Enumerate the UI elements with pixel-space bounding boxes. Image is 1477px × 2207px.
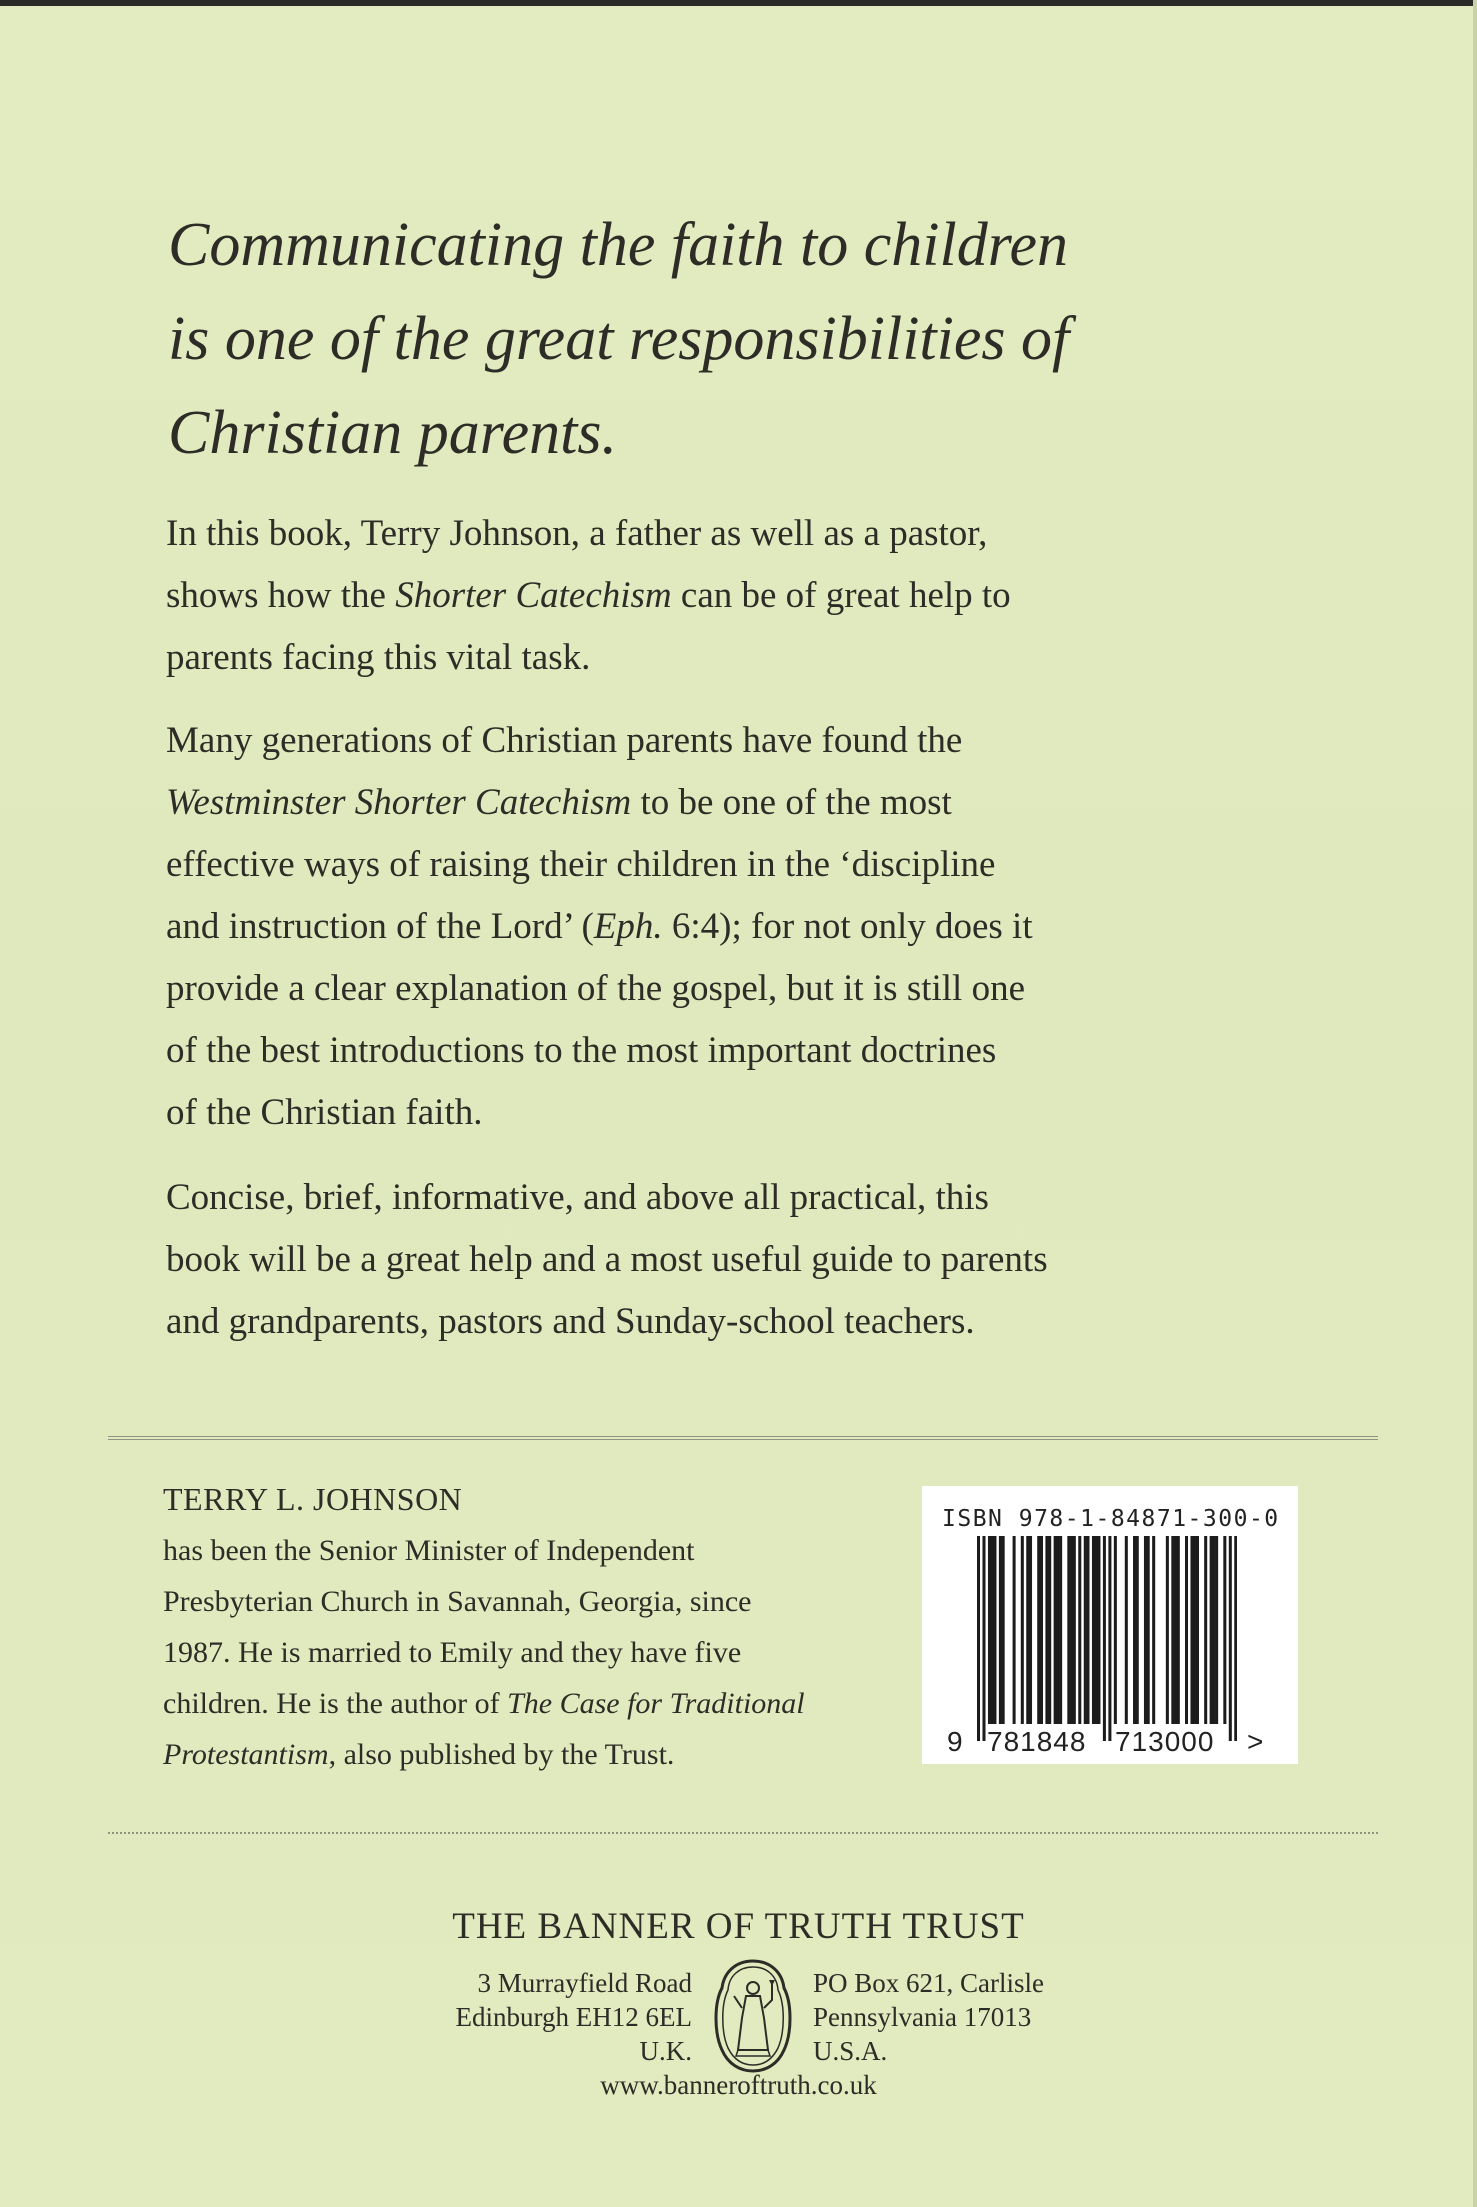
barcode-bar <box>1215 1536 1218 1724</box>
barcode-bar <box>1147 1536 1150 1724</box>
text-span: can be of great help to <box>671 575 1011 616</box>
bio-line <box>163 1729 883 1780</box>
book-title-italic: Shorter Catechism <box>395 575 672 616</box>
bio-line: has been the Senior Minister of Independent <box>163 1534 695 1567</box>
barcode-bar <box>1136 1536 1139 1724</box>
us-address <box>813 1966 1113 2068</box>
barcode-bar <box>1190 1536 1193 1724</box>
author-bio <box>163 1474 883 1780</box>
paragraph-line <box>166 896 1166 958</box>
publisher-website: www.banneroftruth.co.uk <box>600 2070 877 2100</box>
barcode-bar <box>1040 1536 1043 1724</box>
paragraph-line: of the Christian faith. <box>166 1092 483 1133</box>
address-line: PO Box 621, Carlisle <box>813 1968 1045 1998</box>
barcode-digit-first: 9 <box>947 1726 963 1757</box>
barcode-bar <box>977 1536 980 1741</box>
barcode-bar <box>1193 1536 1196 1724</box>
address-line: Pennsylvania 17013 <box>813 2002 1032 2032</box>
book-title-italic: The Case for Traditional <box>507 1687 805 1720</box>
barcode-digits-left: 781848 <box>987 1726 1087 1757</box>
barcode-bar <box>1056 1536 1059 1724</box>
summary-paragraph <box>166 1167 1166 1353</box>
paragraph-line: parents facing this vital task. <box>166 637 591 678</box>
barcode-bar <box>1021 1536 1024 1724</box>
address-line: U.K. <box>639 2036 692 2066</box>
barcode-bar <box>1026 1536 1029 1724</box>
barcode-bar <box>1196 1536 1199 1724</box>
paragraph-line: provide a clear explanation of the gospel, but it is still one <box>166 968 1026 1009</box>
barcode-bar <box>1171 1536 1174 1724</box>
isbn-label: ISBN 978-1-84871-300-0 <box>942 1506 1280 1532</box>
barcode-bar <box>1166 1536 1169 1724</box>
barcode-bar <box>982 1536 985 1741</box>
text-span: , also published by the Trust. <box>328 1738 675 1771</box>
top-edge <box>0 0 1477 6</box>
barcode-bar <box>1045 1536 1048 1724</box>
address-line: Edinburgh EH12 6EL <box>455 2002 692 2032</box>
isbn-barcode <box>922 1486 1298 1764</box>
barcode-bar <box>1103 1536 1106 1741</box>
paragraph-line: Concise, brief, informative, and above all practical, this <box>166 1177 989 1218</box>
text-span: shows how the <box>166 575 396 616</box>
barcode-bar <box>1073 1536 1076 1724</box>
intro-paragraph <box>166 503 1166 689</box>
barcode-bars <box>977 1536 1237 1741</box>
barcode-bar <box>1048 1536 1051 1724</box>
barcode-bar <box>1029 1536 1032 1724</box>
barcode-bar <box>1097 1536 1100 1724</box>
text-span: children. He is the author of <box>163 1687 508 1720</box>
text-span: and instruction of the Lord’ ( <box>166 906 594 947</box>
paragraph-line <box>166 772 1166 834</box>
paragraph-line: effective ways of raising their children in the ‘discipline <box>166 844 996 885</box>
barcode-bar <box>1125 1536 1128 1724</box>
paragraph-line: of the best introductions to the most important doctrines <box>166 1030 997 1071</box>
publisher-name: THE BANNER OF TRUTH TRUST <box>452 1906 1025 1947</box>
barcode-bar <box>1229 1536 1232 1741</box>
history-paragraph <box>166 710 1166 1144</box>
author-name: TERRY L. JOHNSON <box>163 1481 463 1517</box>
headline <box>168 198 1148 480</box>
barcode-bar <box>1078 1536 1081 1724</box>
barcode-bar <box>1086 1536 1089 1724</box>
barcode-digits-right: 713000 <box>1115 1726 1215 1757</box>
paragraph-line: In this book, Terry Johnson, a father as well as a pastor, <box>166 513 988 554</box>
scripture-ref-italic: Eph. <box>593 906 663 947</box>
barcode-bar <box>1067 1536 1070 1724</box>
paragraph-line <box>166 565 1166 627</box>
barcode-bar <box>1084 1536 1087 1724</box>
barcode-bar <box>988 1536 991 1724</box>
barcode-bar <box>1185 1536 1188 1724</box>
headline-line: Communicating the faith to children <box>168 211 1069 279</box>
barcode-bar <box>1054 1536 1057 1724</box>
address-line: U.S.A. <box>813 2036 888 2066</box>
bio-line: Presbyterian Church in Savannah, Georgia, since <box>163 1585 752 1618</box>
barcode-bar <box>1133 1536 1136 1724</box>
headline-line: Christian parents. <box>168 399 617 467</box>
barcode-bar <box>1070 1536 1073 1724</box>
barcode-bar <box>1092 1536 1095 1724</box>
text-span: 6:4); for not only does it <box>662 906 1033 947</box>
bio-line <box>163 1678 883 1729</box>
barcode-arrow: > <box>1247 1726 1264 1757</box>
barcode-bar <box>1114 1536 1117 1724</box>
headline-line: is one of the great responsibilities of <box>168 305 1070 373</box>
barcode-bar <box>1234 1536 1237 1741</box>
paragraph-line: book will be a great help and a most useful guide to parents <box>166 1239 1048 1280</box>
divider-bottom <box>108 1832 1378 1834</box>
uk-address <box>420 1966 692 2068</box>
barcode-bar <box>1174 1536 1177 1724</box>
barcode-bar <box>1144 1536 1147 1724</box>
barcode-bar <box>999 1536 1002 1724</box>
barcode-bar <box>993 1536 996 1724</box>
paragraph-line: Many generations of Christian parents have found the <box>166 720 963 761</box>
text-span: to be one of the most <box>631 782 952 823</box>
barcode-bar <box>1059 1536 1062 1724</box>
barcode-bar <box>1210 1536 1213 1724</box>
bio-line: 1987. He is married to Emily and they have five <box>163 1636 742 1669</box>
address-line: 3 Murrayfield Road <box>477 1968 692 1998</box>
barcode-bar <box>1037 1536 1040 1724</box>
book-title-italic: Protestantism <box>163 1738 329 1771</box>
barcode-bar <box>1013 1536 1016 1724</box>
divider-top <box>108 1436 1378 1440</box>
barcode-bar <box>991 1536 994 1724</box>
barcode-bar <box>1212 1536 1215 1724</box>
paragraph-line: and grandparents, pastors and Sunday-school teachers. <box>166 1301 975 1342</box>
barcode-bar <box>1095 1536 1098 1724</box>
book-title-italic: Westminster Shorter Catechism <box>166 782 632 823</box>
barcode-bar <box>1223 1536 1226 1724</box>
barcode-bar <box>1177 1536 1180 1724</box>
barcode-bar <box>1152 1536 1155 1724</box>
barcode-bar <box>1204 1536 1207 1724</box>
barcode-bar <box>1002 1536 1005 1724</box>
right-edge <box>1473 0 1477 2207</box>
publisher-logo-icon <box>712 1958 794 2074</box>
barcode-bar <box>1108 1536 1111 1741</box>
